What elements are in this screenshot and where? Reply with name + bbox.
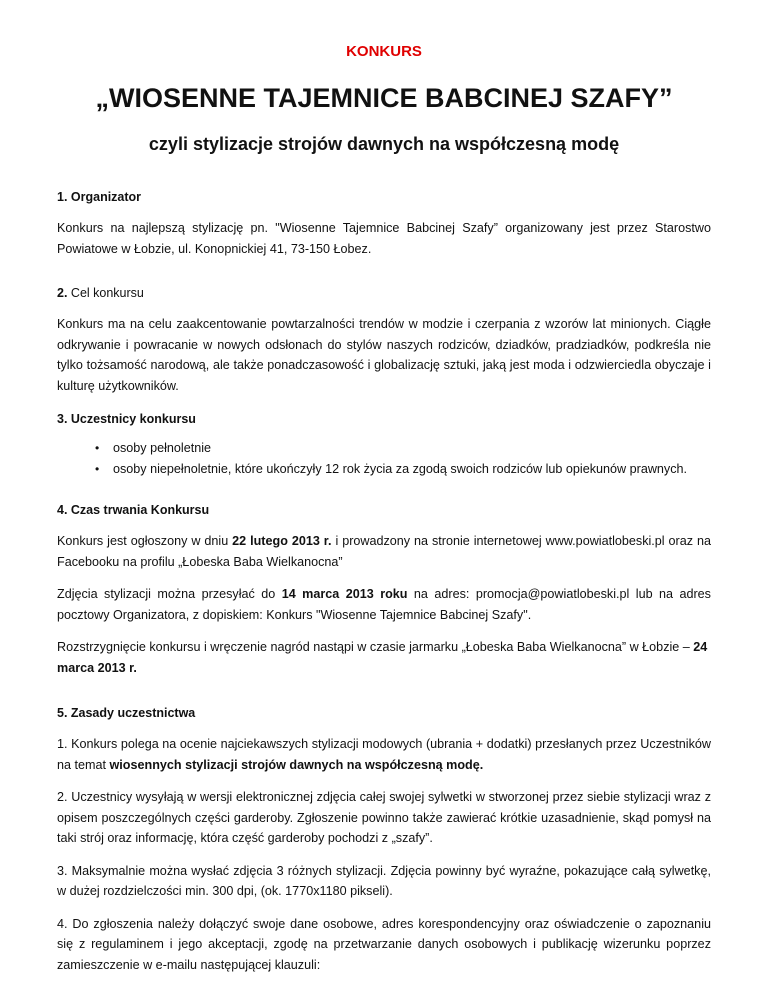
section-duration <box>57 501 711 678</box>
heading-number: 2. <box>57 286 68 300</box>
section-paragraph: 4. Do zgłoszenia należy dołączyć swoje dane osobowe, adres korespondencyjny oraz oświadczenie o zapoznaniu się z regulaminem i jego akceptacji, zgodę na przetwarzanie danych osobowych i publikację wizerunku poprzez zamieszczenie w e-mailu następującej klauzuli: <box>57 916 711 972</box>
section-paragraph: Konkurs na najlepszą stylizację pn. "Wiosenne Tajemnice Babcinej Szafy” organizowany jest przez Starostwo Powiatowe w Łobzie, ul. Konopnickiej 41, 73-150 Łobez. <box>57 221 711 256</box>
section-heading <box>57 284 711 302</box>
doc-kicker: KONKURS <box>346 43 422 60</box>
emphasis-bold: wiosennych stylizacji strojów dawnych na współczesną modę. <box>109 757 484 772</box>
section-goal <box>57 284 711 396</box>
section-heading: 4. Czas trwania Konkursu <box>57 503 210 517</box>
text-run: 1. Konkurs polega na ocenie najciekawszych stylizacji modowych (ubrania + dodatki) przesłanych przez Uczestników na temat <box>57 737 711 772</box>
list-item: • osoby niepełnoletnie, które ukończyły 12 rok życia za zgodą swoich rodziców lub opiekunów prawnych. <box>95 459 711 480</box>
section-paragraph: 2. Uczestnicy wysyłają w wersji elektronicznej zdjęcia całej swojej sylwetki w stworzonej przez siebie stylizacji wraz z opisem poszczególnych części garderoby. Zgłoszenie powinno także zawierać krótkie uzasadnienie, skąd pomysł na taki strój oraz informację, która część garderoby pochodzi z „szafy”. <box>57 790 711 845</box>
section-rules <box>57 704 711 975</box>
section-paragraph <box>57 734 711 775</box>
section-heading: 3. Uczestnicy konkursu <box>57 412 196 426</box>
text-run: Zdjęcia stylizacji można przesyłać do <box>57 587 282 601</box>
date-bold: 22 lutego 2013 r. <box>232 534 332 548</box>
section-heading: 5. Zasady uczestnictwa <box>57 706 196 720</box>
participants-list <box>57 438 711 479</box>
text-run: Rozstrzygnięcie konkursu i wręczenie nagród nastąpi w czasie jarmarku „Łobeska Baba Wielkanocna” w Łobzie – <box>57 640 694 654</box>
doc-subtitle: czyli stylizacje strojów dawnych na współczesną modę <box>148 134 620 154</box>
date-bold: 14 marca 2013 roku <box>281 587 408 601</box>
section-paragraph: Konkurs ma na celu zaakcentowanie powtarzalności trendów w modzie i czerpania z wzorów lat minionych. Ciągłe odkrywanie i powracanie w nowych odsłonach do stylów naszych rodziców, dziadków, pradziadków, podkreśla nie tylko tożsamość narodową, ale także ponadczasowość i globalizację sztuki, jaką jest moda i odzwierciedla obyczaje i kulturę użytkowników. <box>57 317 711 393</box>
text-run: na adres: promocja@powiatlobeski.pl lub na adres pocztowy Organizatora, z dopiskiem: Konkurs "Wiosenne Tajemnice Babcinej Szafy". <box>57 587 711 622</box>
section-participants <box>57 410 711 479</box>
section-paragraph <box>57 637 711 678</box>
section-paragraph <box>57 584 711 625</box>
date-bold: 24 marca 2013 r. <box>57 640 708 675</box>
list-item: • osoby pełnoletnie <box>95 438 711 459</box>
section-heading: 1. Organizator <box>57 190 142 204</box>
text-run: i prowadzony na stronie internetowej www.powiatlobeski.pl oraz na Facebooku na profilu „Łobeska Baba Wielkanocna” <box>57 534 711 569</box>
section-organizer <box>57 188 711 259</box>
section-paragraph: 3. Maksymalnie można wysłać zdjęcia 3 różnych stylizacji. Zdjęcia powinny być wyraźne, pokazujące całą sylwetkę, w dużej rozdzielczości min. 300 dpi, (ok. 1770x1180 pikseli). <box>57 863 711 898</box>
doc-title: „WIOSENNE TAJEMNICE BABCINEJ SZAFY” <box>95 83 673 113</box>
section-paragraph <box>57 531 711 572</box>
text-run: Konkurs jest ogłoszony w dniu <box>57 534 233 548</box>
heading-text: Cel konkursu <box>67 286 144 300</box>
